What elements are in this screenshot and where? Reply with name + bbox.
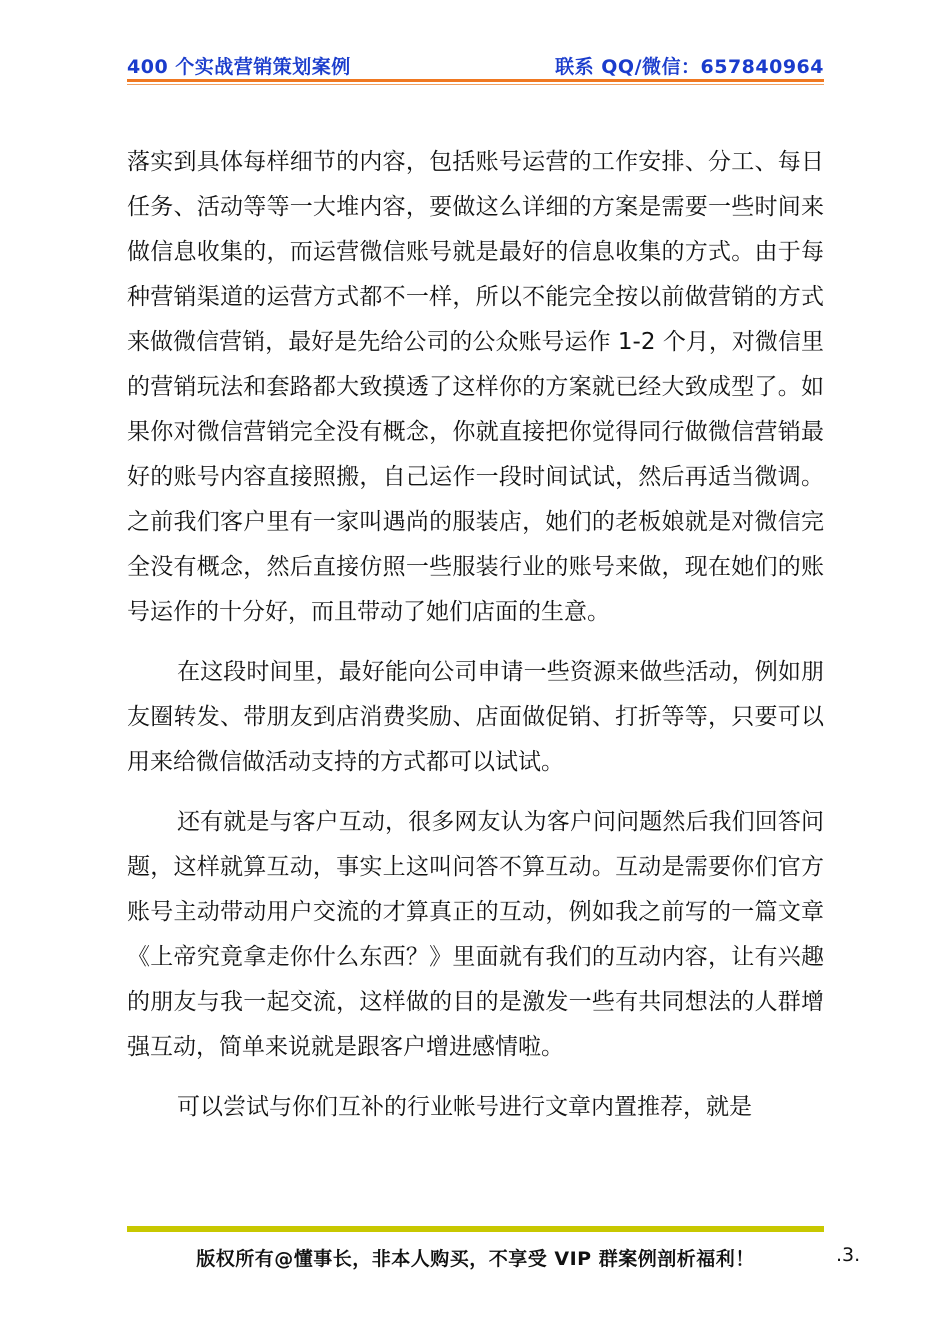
footer-divider (127, 1226, 824, 1232)
header-title: 400 个实战营销策划案例 (127, 56, 351, 78)
page-number: .3. (836, 1244, 861, 1266)
header-divider (127, 79, 824, 82)
footer-copyright: 版权所有@懂事长，非本人购买，不享受 VIP 群案例剖析福利！ (196, 1248, 755, 1270)
header-divider-thin (127, 84, 824, 85)
document-body (127, 140, 824, 1145)
paragraph-1: 落实到具体每样细节的内容，包括账号运营的工作安排、分工、每日任务、活动等等一大堆内容，要做这么详细的方案是需要一些时间来做信息收集的，而运营微信账号就是最好的信息收集的方式。由于每种营销渠道的运营方式都不一样，所以不能完全按以前做营销的方式来做微信营销，最好是先给公司的公众账号运作 1-2 个月，对微信里的营销玩法和套路都大致摸透了这样你的方案就已经大致成型了。如果你对微信营销完全没有概念，你就直接把你觉得同行做微信营销最好的账号内容直接照搬，自己运作一段时间试试，然后再适当微调。之前我们客户里有一家叫遇尚的服装店，她们的老板娘就是对微信完全没有概念，然后直接仿照一些服装行业的账号来做，现在她们的账号运作的十分好，而且带动了她们店面的生意。 (127, 149, 824, 625)
header-contact: 联系 QQ/微信：657840964 (555, 56, 824, 78)
paragraph-4: 可以尝试与你们互补的行业帐号进行文章内置推荐，就是 (177, 1094, 752, 1120)
paragraph-2: 在这段时间里，最好能向公司申请一些资源来做些活动，例如朋友圈转发、带朋友到店消费奖励、店面做促销、打折等等，只要可以用来给微信做活动支持的方式都可以试试。 (127, 659, 824, 775)
paragraph-3: 还有就是与客户互动，很多网友认为客户问问题然后我们回答问题，这样就算互动，事实上这叫问答不算互动。互动是需要你们官方账号主动带动用户交流的才算真正的互动，例如我之前写的一篇文章《上帝究竟拿走你什么东西？》里面就有我们的互动内容，让有兴趣的朋友与我一起交流，这样做的目的是激发一些有共同想法的人群增强互动，简单来说就是跟客户增进感情啦。 (127, 809, 824, 1060)
page-header (127, 52, 824, 78)
